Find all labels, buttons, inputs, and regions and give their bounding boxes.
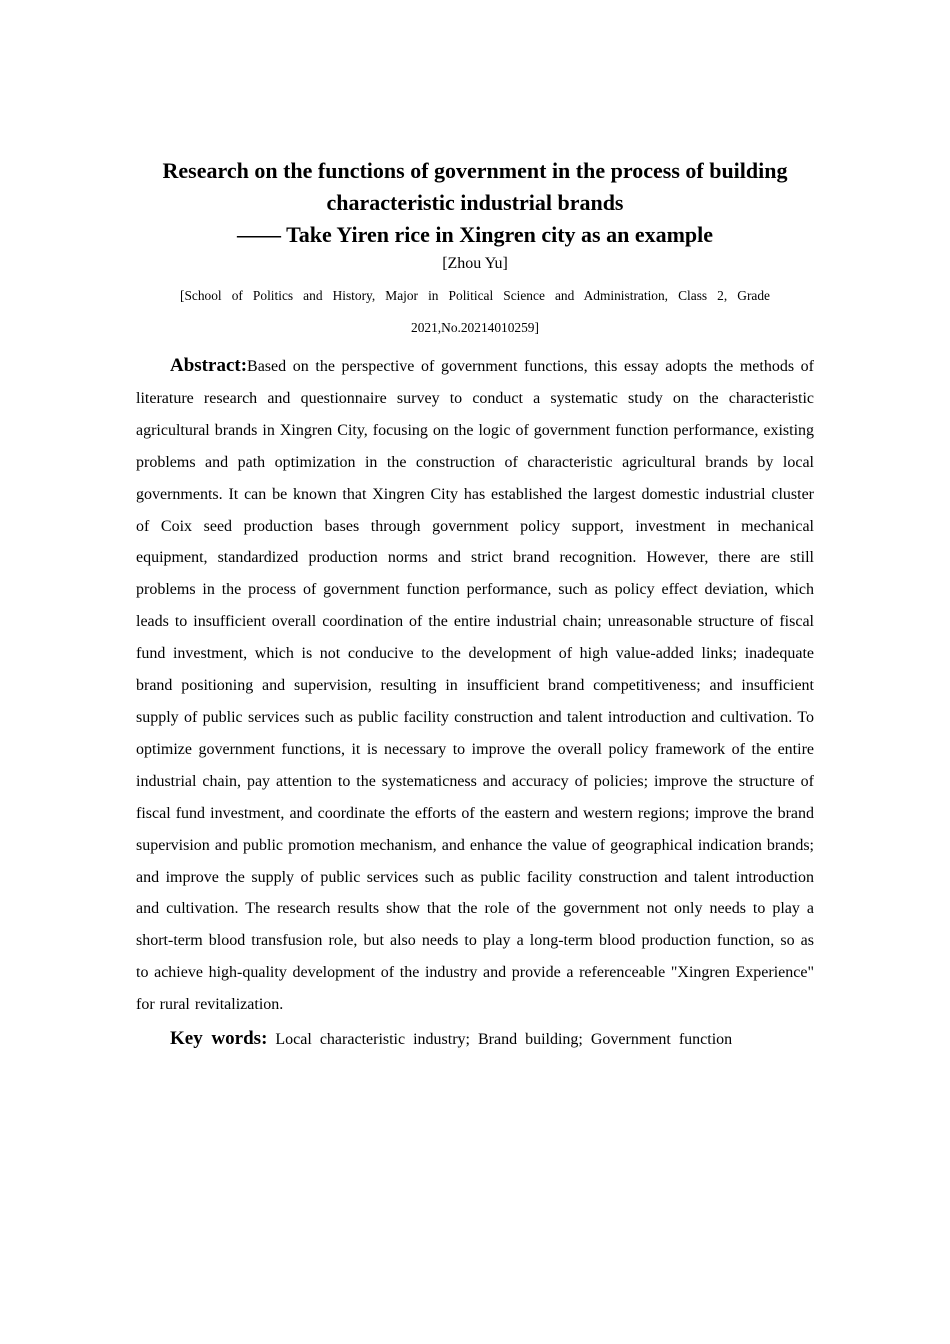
abstract-text: Based on the perspective of government functions, this essay adopts the methods of literature research and questionnaire survey to conduct a systematic study on the characteristic agricultural brands in Xingren City, focusing on the logic of government function performance, existing problems and path optimization in the construction of characteristic agricultural brands by local governments. It can be known that Xingren City has established the largest domestic industrial cluster of Coix seed production bases through government policy support, investment in mechanical equipment, standardized production norms and strict brand recognition. However, there are still problems in the process of government function performance, such as policy effect deviation, which leads to insufficient overall coordination of the entire industrial chain; unreasonable structure of fiscal fund investment, which is not conducive to the development of high value-added links; inadequate brand positioning and supervision, resulting in insufficient brand competitiveness; and insufficient supply of public services such as public facility construction and talent introduction and cultivation. To optimize government functions, it is necessary to improve the overall policy framework of the entire industrial chain, pay attention to the systematicness and accuracy of policies; improve the structure of fiscal fund investment, and coordinate the efforts of the eastern and western regions; improve the brand supervision and public promotion mechanism, and enhance the value of geographical indication brands; and improve the supply of public services such as public facility construction and talent introduction and cultivation. The research results show that the role of the government not only needs to play a short-term blood transfusion role, but also needs to play a long-term blood production function, so as to achieve high-quality development of the industry and provide a referenceable "Xingren Experience" for rural revitalization. <box>136 358 815 1014</box>
keywords-text: Local characteristic industry; Brand building; Government function <box>275 1031 733 1049</box>
author-name: [Zhou Yu] <box>442 255 508 272</box>
title-line-2: characteristic industrial brands <box>326 190 624 215</box>
keywords-label: Key words: <box>170 1028 268 1050</box>
keywords-paragraph <box>136 1023 814 1056</box>
author-affiliation: [School of Politics and History, Major in Political Science and Administration, Class 2, Grade 2021,No.20214010259] <box>180 288 770 335</box>
abstract-label: Abstract: <box>170 355 248 376</box>
paper-title <box>136 155 814 251</box>
paper-subtitle: —— Take Yiren rice in Xingren city as an example <box>236 222 714 247</box>
abstract-paragraph <box>136 350 814 1021</box>
document-page <box>136 155 814 1056</box>
title-line-1: Research on the functions of government in the process of building <box>162 158 788 183</box>
